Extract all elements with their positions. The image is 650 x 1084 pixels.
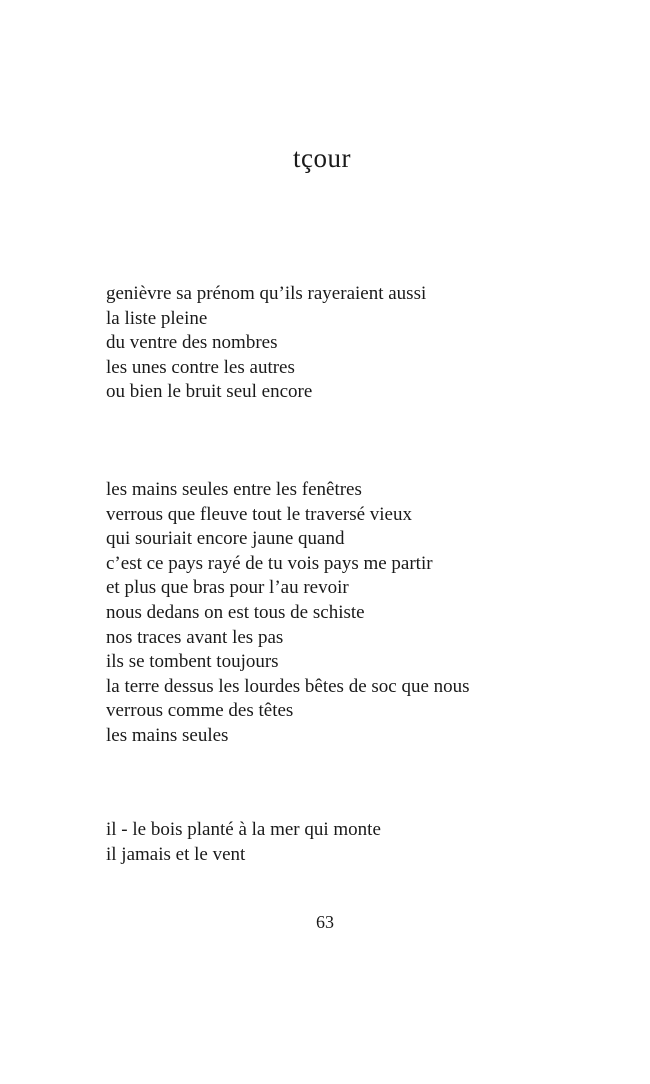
poem-line: les mains seules xyxy=(106,724,229,746)
poem-line: les mains seules entre les fenêtres xyxy=(106,479,362,500)
poem-line: la liste pleine xyxy=(106,307,208,329)
poem-title: tçour xyxy=(293,143,351,173)
poem-line: la terre dessus les lourdes bêtes de soc que nous xyxy=(106,675,470,697)
poem-line: qui souriait encore jaune quand xyxy=(106,528,345,550)
poem-line: il jamais et le vent xyxy=(106,843,246,865)
poem-line: il - le bois planté à la mer qui monte xyxy=(106,819,381,840)
stanza-2 xyxy=(106,478,470,749)
poem-line: du ventre des nombres xyxy=(106,332,278,354)
poem-line: et plus que bras pour l’au revoir xyxy=(106,577,349,599)
poem-line: nos traces avant les pas xyxy=(106,626,284,648)
poem-line: verrous comme des têtes xyxy=(106,700,294,722)
poem-line: ils se tombent toujours xyxy=(106,651,279,673)
poem-line: genièvre sa prénom qu’ils rayeraient aussi xyxy=(106,283,427,304)
poem-line: les unes contre les autres xyxy=(106,356,295,378)
poem-line: verrous que fleuve tout le traversé vieux xyxy=(106,503,412,525)
stanza-3 xyxy=(106,818,381,867)
poem-line: ou bien le bruit seul encore xyxy=(106,381,313,403)
poem-line: nous dedans on est tous de schiste xyxy=(106,601,365,623)
page-number: 63 xyxy=(316,912,334,932)
poem-line: c’est ce pays rayé de tu vois pays me partir xyxy=(106,552,433,574)
stanza-1 xyxy=(106,282,426,405)
